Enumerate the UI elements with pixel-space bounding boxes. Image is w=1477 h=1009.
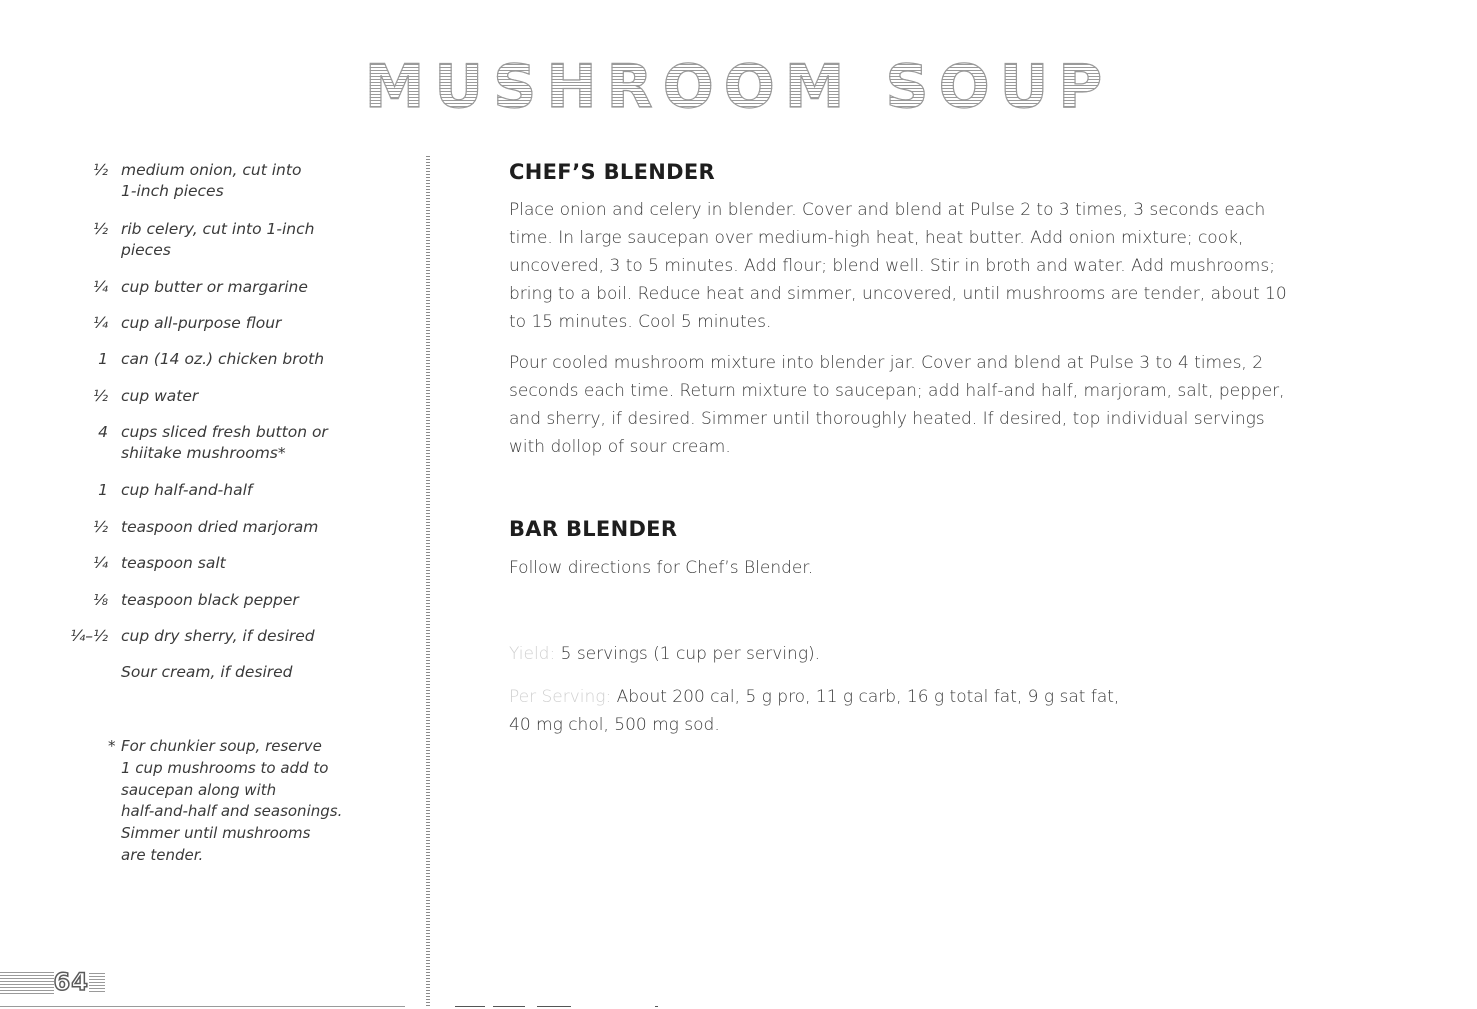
ingredient-qty: ⅛ (92, 591, 108, 609)
ingredient-desc (121, 386, 341, 407)
page-number (0, 968, 105, 996)
ingredient-desc (121, 517, 341, 538)
ingredient-desc (121, 277, 341, 298)
ingredient-desc (121, 313, 341, 334)
ingredient-desc (121, 422, 341, 464)
nutrition-info (509, 683, 1309, 739)
ingredient-qty: ½ (92, 518, 108, 536)
ingredient-line: cup dry sherry, if desired (121, 627, 315, 645)
footnote (108, 736, 368, 867)
page-title: MUSHROOM SOUP (0, 52, 1477, 122)
ingredient-qty: ½ (92, 387, 108, 405)
column-divider (426, 156, 430, 1006)
ingredient-line: medium onion, cut into (121, 161, 302, 179)
text-line: Place onion and celery in blender. Cover and blend at Pulse 2 to 3 times, 3 seconds each (509, 200, 1266, 220)
nutrition-line: About 200 cal, 5 g pro, 11 g carb, 16 g total fat, 9 g sat fat, (616, 687, 1120, 707)
ingredient-line: cup all-purpose flour (121, 314, 282, 332)
ingredient-line: teaspoon black pepper (121, 591, 299, 609)
footnote-line: For chunkier soup, reserve (121, 737, 322, 755)
ingredient-line: teaspoon dried marjoram (121, 518, 319, 536)
yield-label: Yield: (509, 644, 556, 664)
footnote-line: are tender. (121, 845, 204, 864)
ingredient-line: cup butter or margarine (121, 278, 308, 296)
page-number-bar (0, 970, 54, 994)
ingredient-qty: ½ (92, 220, 108, 238)
text-line: bring to a boil. Reduce heat and simmer, uncovered, until mushrooms are tender, about 10 (509, 284, 1287, 304)
ingredient-line: can (14 oz.) chicken broth (121, 350, 325, 368)
ingredient-line: 1-inch pieces (121, 182, 224, 200)
text-line: seconds each time. Return mixture to saucepan; add half-and half, marjoram, salt, pepper, (509, 381, 1285, 401)
per-serving-label: Per Serving: (509, 687, 612, 707)
ingredient-line: cup water (121, 387, 199, 405)
ingredient-qty: ¼ (92, 554, 108, 572)
footnote-line: Simmer until mushrooms (121, 824, 311, 843)
ingredient-desc (121, 219, 341, 261)
footnote-line: half-and-half and seasonings. (121, 802, 343, 821)
yield-text: 5 servings (1 cup per serving). (560, 644, 821, 664)
ingredient-desc (121, 626, 341, 647)
ingredient-desc (121, 553, 341, 574)
text-line: with dollop of sour cream. (509, 437, 731, 457)
text-line: to 15 minutes. Cool 5 minutes. (509, 312, 772, 332)
ingredient-qty: ¼–½ (70, 627, 108, 645)
text-line: time. In large saucepan over medium-high heat, heat butter. Add onion mixture; cook, (509, 228, 1244, 248)
ingredient-qty: ½ (92, 161, 108, 179)
nutrition-line: 40 mg chol, 500 mg sod. (509, 715, 720, 735)
bar-blender-heading: BAR BLENDER (509, 517, 678, 541)
ingredient-line: pieces (121, 241, 171, 259)
ingredient-qty: 4 (98, 423, 108, 441)
ingredient-line: shiitake mushrooms* (121, 444, 286, 462)
text-line: and sherry, if desired. Simmer until thoroughly heated. If desired, top individual servings (509, 409, 1265, 429)
ingredient-line: rib celery, cut into 1-inch (121, 220, 315, 238)
bottom-rule (0, 1006, 405, 1007)
ingredient-desc (121, 349, 341, 370)
bar-blender-text: Follow directions for Chef’s Blender. (509, 558, 814, 578)
ingredient-line: Sour cream, if desired (121, 663, 293, 681)
ingredient-desc (121, 590, 341, 611)
chefs-blender-paragraph-1 (509, 196, 1309, 336)
yield-line (509, 640, 1309, 668)
text-line: uncovered, 3 to 5 minutes. Add flour; blend well. Stir in broth and water. Add mushrooms; (509, 256, 1275, 276)
ingredient-line: teaspoon salt (121, 554, 226, 572)
ingredient-line: cup half-and-half (121, 481, 253, 499)
footnote-line: saucepan along with (121, 780, 277, 799)
bottom-marks (455, 1006, 665, 1007)
ingredient-desc (121, 160, 341, 202)
ingredient-qty: ¼ (92, 278, 108, 296)
ingredient-qty: ¼ (92, 314, 108, 332)
ingredient-qty: 1 (98, 481, 108, 499)
page-number-tail (89, 972, 105, 992)
ingredient-line: cups sliced fresh button or (121, 423, 328, 441)
ingredient-desc (121, 480, 341, 501)
chefs-blender-heading: CHEF’S BLENDER (509, 160, 715, 184)
ingredient-qty: 1 (98, 350, 108, 368)
page-number-text: 64 (53, 968, 89, 996)
text-line: Pour cooled mushroom mixture into blender jar. Cover and blend at Pulse 3 to 4 times, 2 (509, 353, 1264, 373)
footnote-marker: * (108, 737, 116, 755)
footnote-line: 1 cup mushrooms to add to (121, 758, 329, 777)
ingredient-desc (121, 662, 341, 683)
chefs-blender-paragraph-2 (509, 349, 1309, 461)
